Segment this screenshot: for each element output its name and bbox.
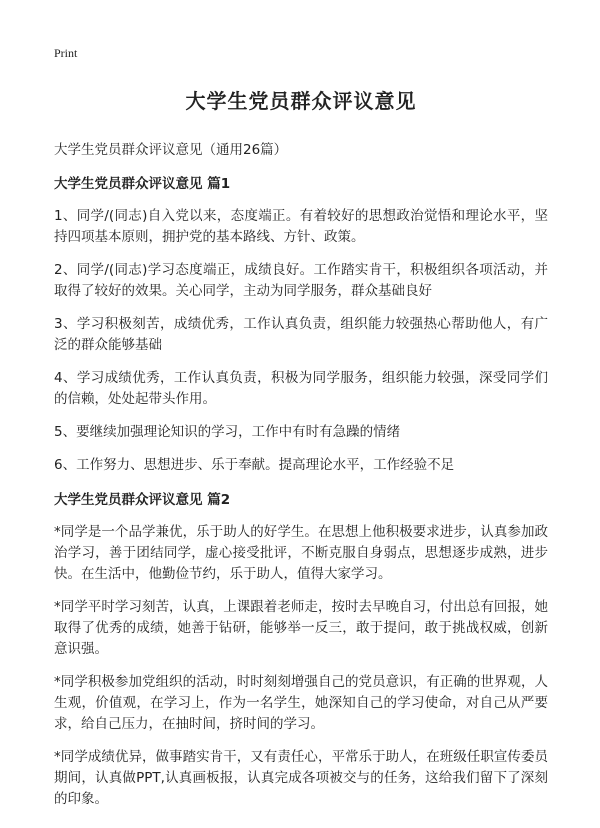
paragraph: 3、学习积极刻苦，成绩优秀，工作认真负责，组织能力较强热心帮助他人，有广泛的群众能够基础: [54, 316, 548, 353]
paragraph: *同学是一个品学兼优，乐于助人的好学生。在思想上他积极要求进步，认真参加政治学习，善于团结同学，虚心接受批评，不断克服自身弱点，思想逐步成熟，进步快。在生活中，他勤俭节约，乐于助人，值得大家学习。: [54, 524, 548, 582]
document-subtitle: 大学生党员群众评议意见（通用26篇）: [54, 142, 288, 158]
paragraph: *同学平时学习刻苦，认真，上课跟着老师走，按时去早晚自习，付出总有回报，她取得了优秀的成绩，她善于钻研，能够举一反三，敢于提问，敢于挑战权威，创新意识强。: [54, 599, 548, 657]
section-1: [54, 172, 548, 476]
paragraph: *同学成绩优异，做事踏实肯干，又有责任心，平常乐于助人，在班级任职宣传委员期间，认真做PPT,认真画板报，认真完成各项被交与的任务，这给我们留下了深刻的印象。: [54, 749, 548, 807]
paragraph: 1、同学/(同志)自入党以来，态度端正。有着较好的思想政治觉悟和理论水平，坚持四项基本原则，拥护党的基本路线、方针、政策。: [54, 208, 548, 245]
paragraph: 5、要继续加强理论知识的学习，工作中有时有急躁的情绪: [54, 424, 401, 440]
paragraph: 2、同学/(同志)学习态度端正，成绩良好。工作踏实肯干，积极组织各项活动，并取得了较好的效果。关心同学，主动为同学服务，群众基础良好: [54, 262, 548, 299]
section-2: [54, 488, 548, 810]
section-heading: 大学生党员群众评议意见 篇1: [54, 176, 231, 192]
paragraph: *同学积极参加党组织的活动，时时刻刻增强自己的党员意识，有正确的世界观，人生观，价值观，在学习上，作为一名学生，她深知自己的学习使命，对自己从严要求，给自己压力，在抽时间，挤时间的学习。: [54, 674, 548, 732]
paragraph: 4、学习成绩优秀，工作认真负责，积极为同学服务，组织能力较强，深受同学们的信赖，处处起带头作用。: [54, 370, 548, 407]
paragraph: 6、工作努力、思想进步、乐于奉献。提高理论水平，工作经验不足: [54, 457, 455, 473]
print-link[interactable]: Print: [54, 46, 78, 60]
document-title: 大学生党员群众评议意见: [185, 89, 417, 113]
section-heading: 大学生党员群众评议意见 篇2: [54, 492, 231, 508]
